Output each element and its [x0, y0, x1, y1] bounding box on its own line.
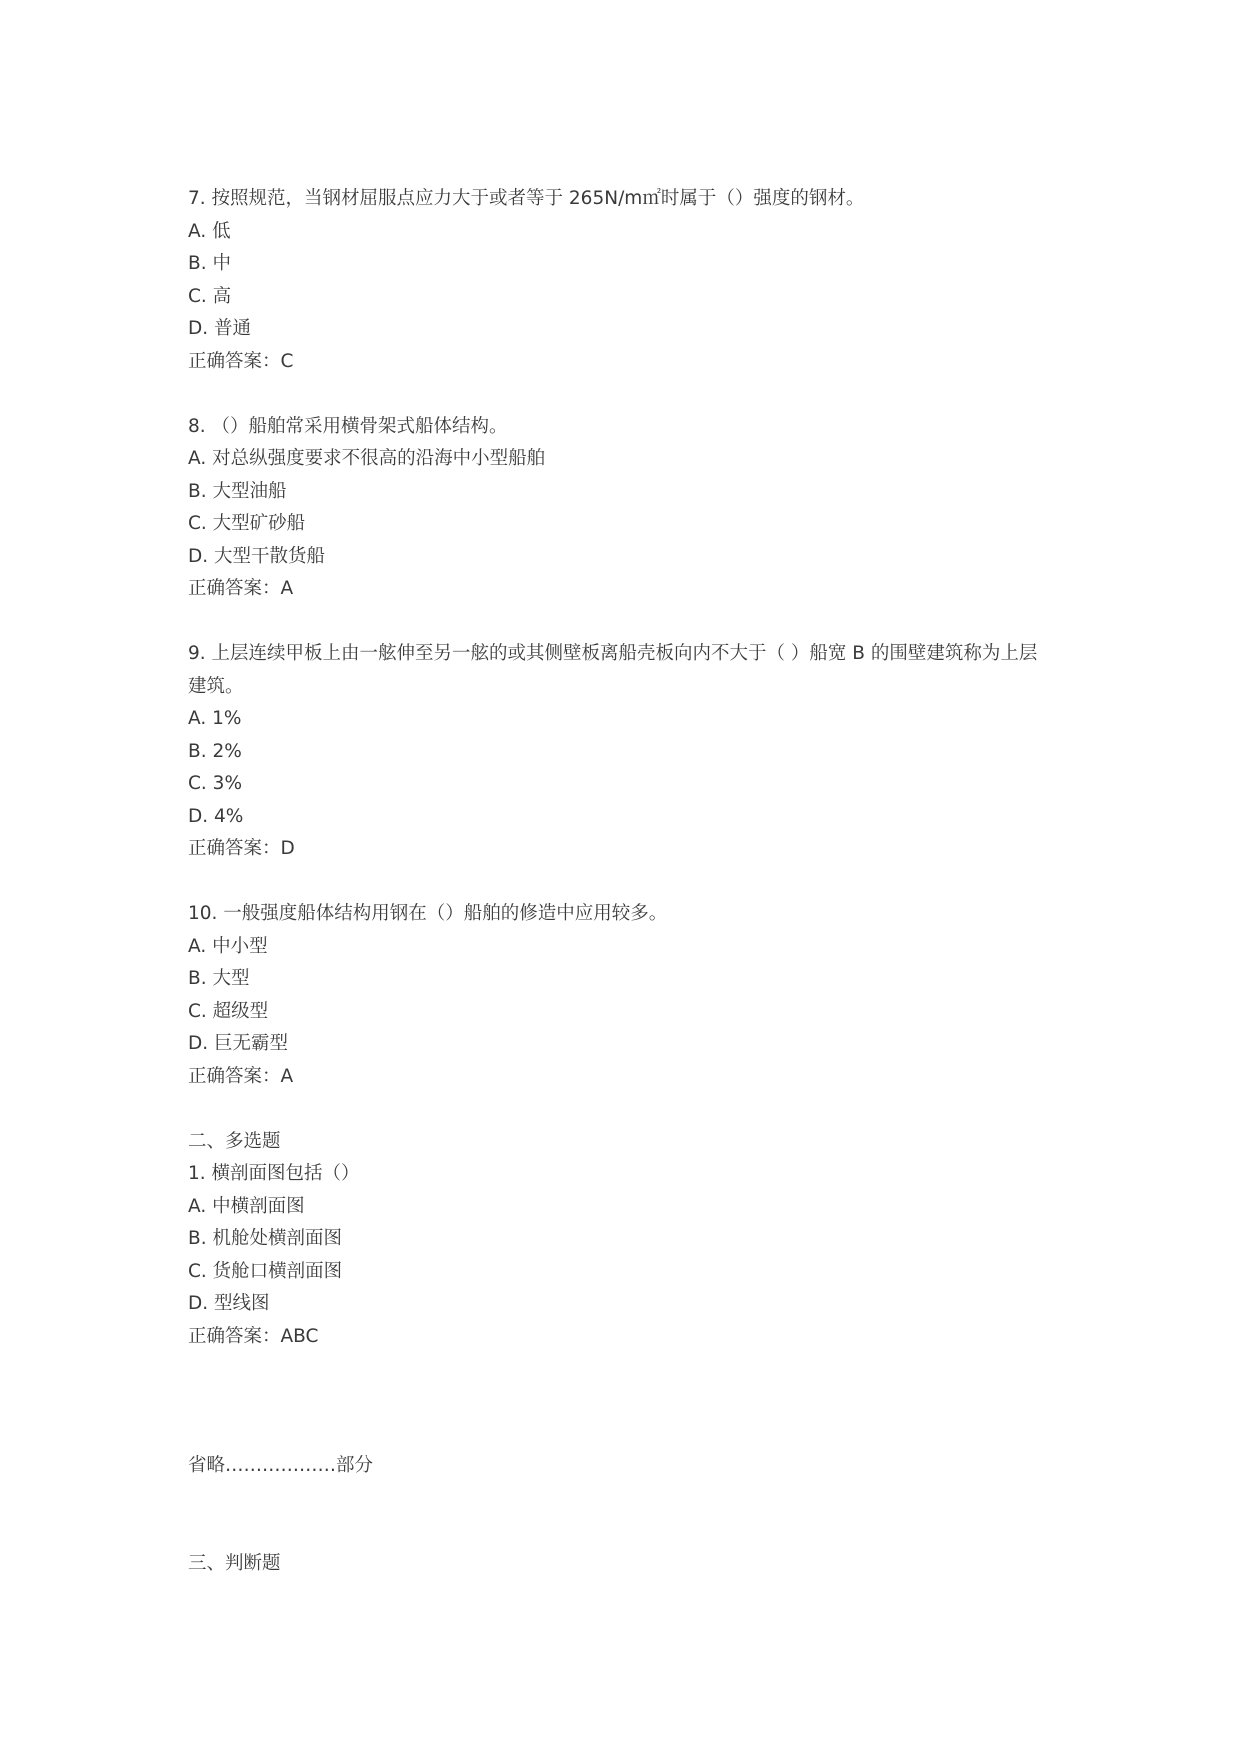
- spacer: [188, 1093, 1068, 1126]
- option-a: A. 低: [188, 220, 231, 242]
- correct-answer: 正确答案：C: [188, 350, 294, 372]
- spacer: [188, 606, 1068, 639]
- spacer: [188, 866, 1068, 899]
- option-b: B. 机舱处横剖面图: [188, 1228, 342, 1249]
- option-d: D. 普通: [188, 318, 252, 339]
- option-c: C. 超级型: [188, 1000, 269, 1022]
- option-b: B. 大型: [188, 968, 250, 989]
- question-stem: 8. （）船舶常采用横骨架式船体结构。: [188, 415, 508, 437]
- question-10: [188, 898, 1068, 1093]
- option-d: D. 型线图: [188, 1293, 270, 1314]
- option-d: D. 4%: [188, 805, 244, 827]
- question-stem: 10. 一般强度船体结构用钢在（）船舶的修造中应用较多。: [188, 903, 668, 924]
- spacer: [188, 378, 1068, 411]
- option-c: C. 货舱口横剖面图: [188, 1260, 343, 1282]
- option-a: A. 1%: [188, 708, 242, 729]
- option-a: A. 中小型: [188, 935, 268, 957]
- option-c: C. 大型矿砂船: [188, 513, 306, 534]
- question-stem: 1. 横剖面图包括（）: [188, 1163, 360, 1184]
- option-d: D. 大型干散货船: [188, 545, 326, 567]
- option-a: A. 中横剖面图: [188, 1195, 305, 1217]
- question-stem-line-2: 建筑。: [188, 675, 244, 697]
- question-9: [188, 638, 1068, 866]
- document-page: [188, 183, 1068, 1580]
- section-heading: 二、多选题: [188, 1130, 281, 1152]
- option-c: C. 3%: [188, 773, 243, 794]
- correct-answer: 正确答案：A: [188, 1065, 294, 1087]
- question-8: [188, 411, 1068, 606]
- multi-question-1: [188, 1158, 1068, 1353]
- omitted-note: 省略………………部分: [188, 1455, 374, 1476]
- spacer: [188, 1483, 1068, 1548]
- section-multiple-choice: [188, 1126, 1068, 1354]
- option-b: B. 大型油船: [188, 480, 287, 502]
- correct-answer: 正确答案：D: [188, 838, 295, 859]
- correct-answer: 正确答案：A: [188, 578, 294, 599]
- option-d: D. 巨无霸型: [188, 1033, 289, 1054]
- question-7: [188, 183, 1068, 378]
- question-stem: 7. 按照规范，当钢材屈服点应力大于或者等于 265N/m㎡时属于（）强度的钢材。: [188, 188, 865, 209]
- spacer: [188, 1353, 1068, 1450]
- option-c: C. 高: [188, 285, 232, 307]
- section-heading-judge: 三、判断题: [188, 1552, 281, 1574]
- option-b: B. 2%: [188, 740, 242, 762]
- option-b: B. 中: [188, 253, 231, 274]
- correct-answer: 正确答案：ABC: [188, 1325, 319, 1347]
- question-stem-line-1: 9. 上层连续甲板上由一舷伸至另一舷的或其侧壁板离船壳板向内不大于（ ）船宽 B 的围壁建筑称为上层: [188, 643, 1038, 664]
- option-a: A. 对总纵强度要求不很高的沿海中小型船舶: [188, 448, 546, 469]
